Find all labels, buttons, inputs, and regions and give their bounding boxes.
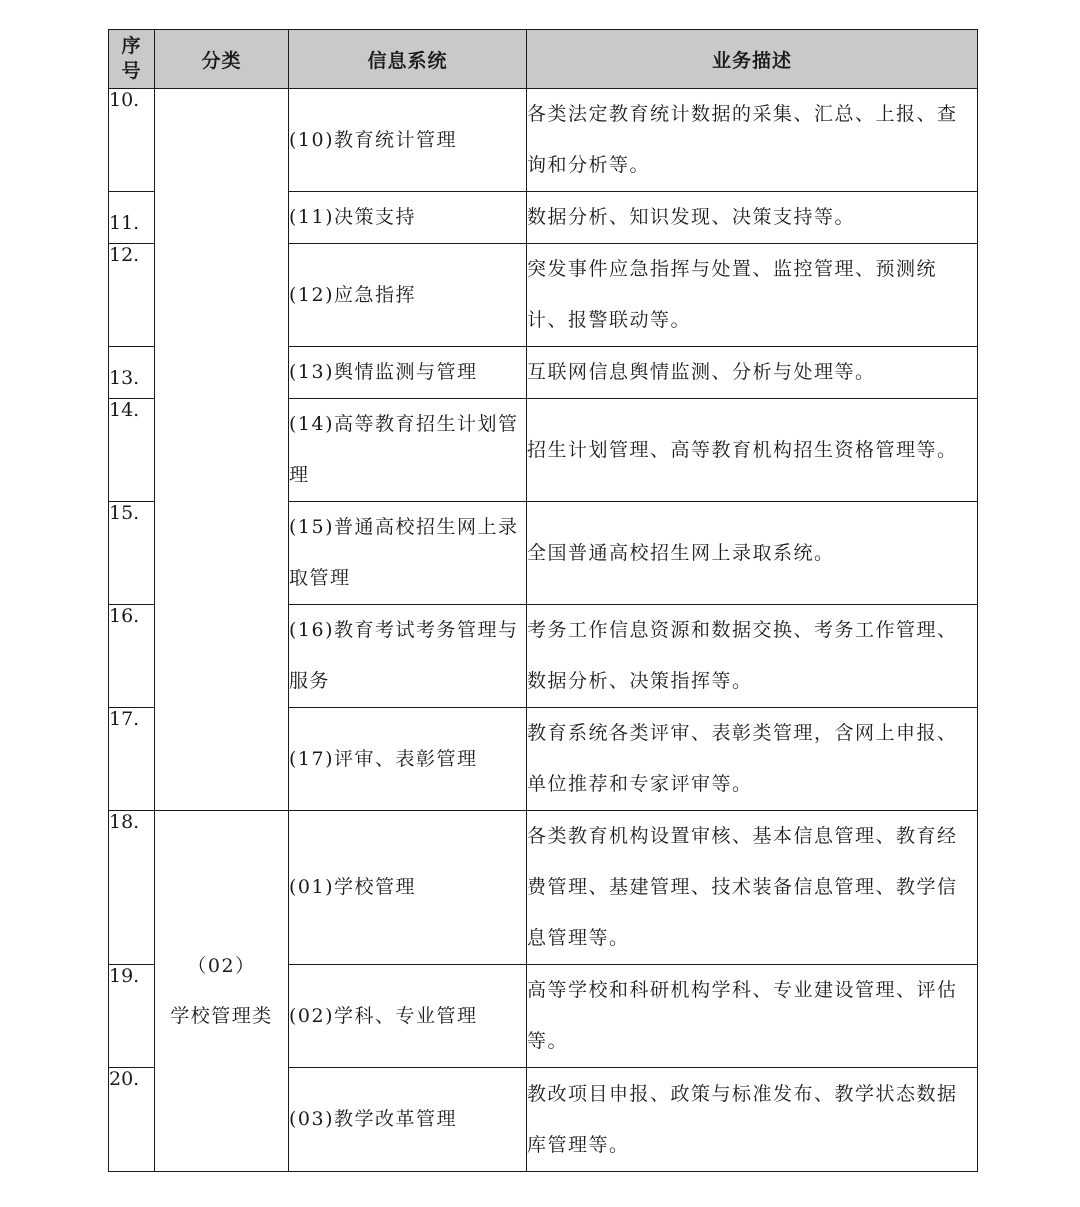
row-system: (16)教育考试考务管理与服务: [289, 605, 527, 708]
table-header-row: [109, 30, 978, 89]
row-description: 高等学校和科研机构学科、专业建设管理、评估等。: [527, 965, 978, 1068]
header-system: 信息系统: [289, 30, 527, 89]
table-row: [109, 89, 978, 192]
row-system: (14)高等教育招生计划管理: [289, 399, 527, 502]
row-index: 14.: [109, 399, 155, 502]
table-row: [109, 811, 978, 965]
row-description: 考务工作信息资源和数据交换、考务工作管理、数据分析、决策指挥等。: [527, 605, 978, 708]
category-cell-group-2: [155, 811, 289, 1172]
row-index: 10.: [109, 89, 155, 192]
row-index: 13.: [109, 347, 155, 399]
row-index: 19.: [109, 965, 155, 1068]
row-index: 12.: [109, 244, 155, 347]
row-system: (02)学科、专业管理: [289, 965, 527, 1068]
row-index: 20.: [109, 1068, 155, 1172]
row-description: 全国普通高校招生网上录取系统。: [527, 502, 978, 605]
row-system: (13)舆情监测与管理: [289, 347, 527, 399]
row-system: (01)学校管理: [289, 811, 527, 965]
row-description: 数据分析、知识发现、决策支持等。: [527, 192, 978, 244]
header-description: 业务描述: [527, 30, 978, 89]
row-system: (03)教学改革管理: [289, 1068, 527, 1172]
row-index: 15.: [109, 502, 155, 605]
category-code: （02）: [187, 955, 256, 977]
category-cell-group-1: [155, 89, 289, 811]
row-description: 各类教育机构设置审核、基本信息管理、教育经费管理、基建管理、技术装备信息管理、教学信息管理等。: [527, 811, 978, 965]
row-index: 11.: [109, 192, 155, 244]
row-system: (10)教育统计管理: [289, 89, 527, 192]
row-index: 18.: [109, 811, 155, 965]
row-index: 16.: [109, 605, 155, 708]
row-index: 17.: [109, 708, 155, 811]
row-description: 各类法定教育统计数据的采集、汇总、上报、查询和分析等。: [527, 89, 978, 192]
row-system: (11)决策支持: [289, 192, 527, 244]
row-description: 互联网信息舆情监测、分析与处理等。: [527, 347, 978, 399]
row-description: 教育系统各类评审、表彰类管理，含网上申报、单位推荐和专家评审等。: [527, 708, 978, 811]
row-description: 招生计划管理、高等教育机构招生资格管理等。: [527, 399, 978, 502]
row-system: (15)普通高校招生网上录取管理: [289, 502, 527, 605]
header-index: [109, 30, 155, 89]
category-name: 学校管理类: [170, 1005, 273, 1027]
row-system: (17)评审、表彰管理: [289, 708, 527, 811]
header-index-line2: 号: [121, 60, 142, 82]
row-system: (12)应急指挥: [289, 244, 527, 347]
header-category: 分类: [155, 30, 289, 89]
system-table: [108, 29, 978, 1172]
row-description: 突发事件应急指挥与处置、监控管理、预测统计、报警联动等。: [527, 244, 978, 347]
header-index-line1: 序: [121, 35, 142, 57]
row-description: 教改项目申报、政策与标准发布、教学状态数据库管理等。: [527, 1068, 978, 1172]
